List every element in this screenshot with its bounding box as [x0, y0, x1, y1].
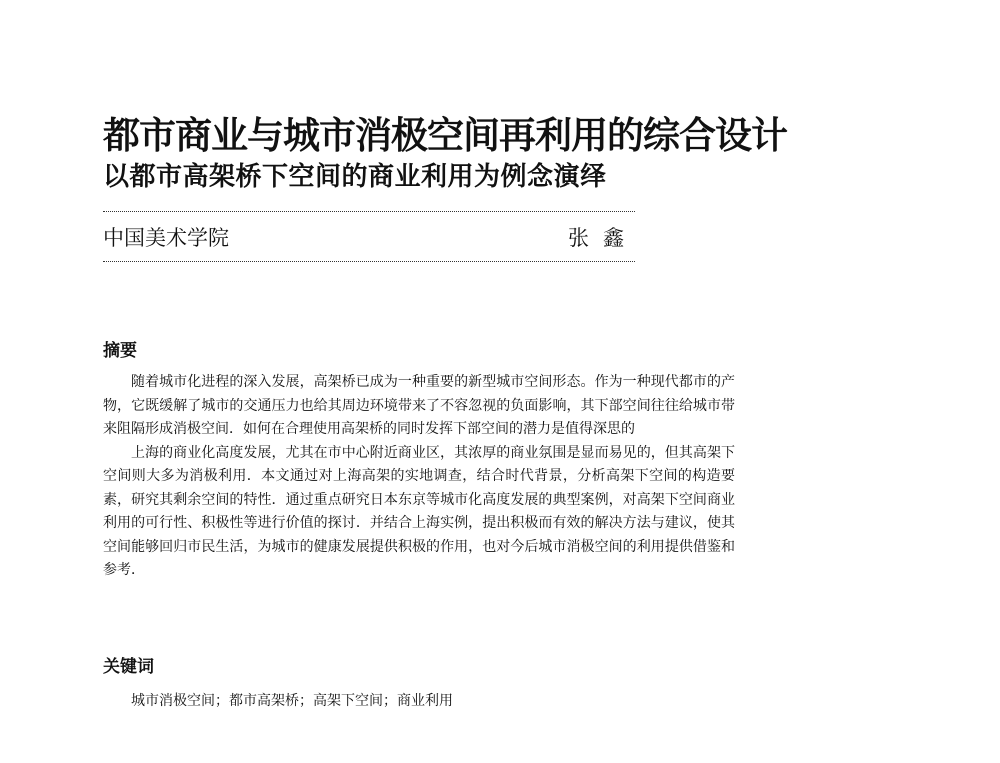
divider-top — [103, 211, 635, 212]
abstract-paragraph: 随着城市化进程的深入发展，高架桥已成为一种重要的新型城市空间形态。作为一种现代都市的产物，它既缓解了城市的交通压力也给其周边环境带来了不容忽视的负面影响，其下部空间往往给城市带来阻隔形成消极空间．如何在合理使用高架桥的同时发挥下部空间的潜力是值得深思的 — [103, 374, 735, 437]
divider-bottom — [103, 261, 635, 262]
author-affiliation: 中国美术学院 — [103, 226, 229, 250]
paper-subtitle: 以都市高架桥下空间的商业利用为例念演绎 — [103, 162, 607, 192]
abstract-body — [103, 371, 735, 583]
abstract-heading: 摘要 — [103, 341, 137, 361]
keywords-list: 城市消极空间；都市高架桥；高架下空间；商业利用 — [131, 693, 453, 709]
paper-title: 都市商业与城市消极空间再利用的综合设计 — [103, 114, 787, 157]
keywords-heading: 关键词 — [103, 657, 154, 677]
abstract-paragraph: 上海的商业化高度发展，尤其在市中心附近商业区，其浓厚的商业氛围是显而易见的，但其高架下空间则大多为消极利用．本文通过对上海高架的实地调查，结合时代背景，分析高架下空间的构造要素，研究其剩余空间的特性．通过重点研究日本东京等城市化高度发展的典型案例，对高架下空间商业利用的可行性、积极性等进行价值的探讨．并结合上海实例，提出积极而有效的解决方法与建议，使其空间能够回归市民生活，为城市的健康发展提供积极的作用，也对今后城市消极空间的利用提供借鉴和参考． — [103, 444, 735, 578]
author-name: 张鑫 — [568, 226, 638, 250]
